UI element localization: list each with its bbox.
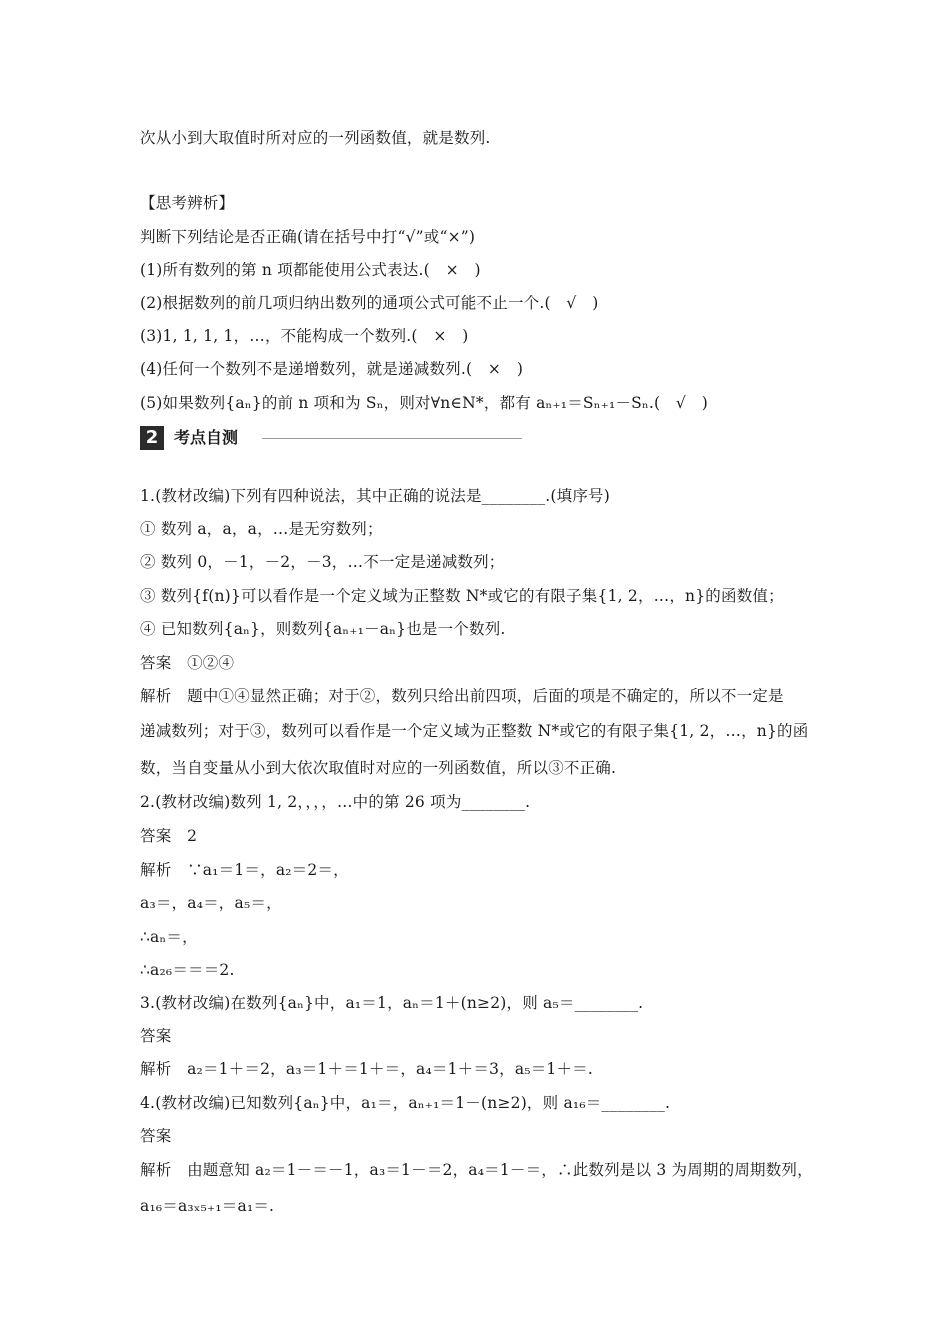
option-line: ④ 已知数列{aₙ}，则数列{aₙ₊₁－aₙ}也是一个数列. bbox=[140, 620, 506, 638]
answer-line: 答案 bbox=[140, 1127, 172, 1145]
analysis-line: 数，当自变量从小到大依次取值时对应的一列函数值，所以③不正确. bbox=[140, 759, 617, 777]
answer-line: 答案 ①②④ bbox=[140, 654, 235, 672]
question-line: 3.(教材改编)在数列{aₙ}中，a₁＝1，aₙ＝1＋(n≥2)，则 a₅＝________. bbox=[140, 994, 644, 1012]
option-line: ③ 数列{f(n)}可以看作是一个定义域为正整数 N*或它的有限子集{1, 2，…，n}的函数值； bbox=[140, 587, 784, 605]
text-line: (2)根据数列的前几项归纳出数列的通项公式可能不止一个.( √ ) bbox=[140, 294, 599, 312]
section-heading: 【思考辨析】 bbox=[140, 194, 235, 212]
section-number: 2 bbox=[140, 426, 164, 450]
answer-line: 答案 2 bbox=[140, 827, 198, 845]
analysis-line: 递减数列；对于③，数列可以看作是一个定义域为正整数 N*或它的有限子集{1, 2，…，n}的函 bbox=[140, 722, 809, 740]
analysis-line: 解析 题中①④显然正确；对于②，数列只给出前四项，后面的项是不确定的，所以不一定是 bbox=[140, 687, 784, 705]
option-line: ② 数列 0，－1，－2，－3，…不一定是递减数列； bbox=[140, 553, 505, 571]
answer-line: 答案 bbox=[140, 1027, 172, 1045]
text-line: (3)1, 1, 1, 1，…，不能构成一个数列.( × ) bbox=[140, 327, 469, 345]
question-line: 2.(教材改编)数列 1, 2，，，，…中的第 26 项为________. bbox=[140, 793, 531, 811]
text-line: (5)如果数列{aₙ}的前 n 项和为 Sₙ，则对∀n∈N*，都有 aₙ₊₁＝Sₙ₊₁－Sₙ.( √ ) bbox=[140, 394, 708, 412]
analysis-line: ∴aₙ＝， bbox=[140, 928, 198, 946]
text-line: 次从小到大取值时所对应的一列函数值，就是数列. bbox=[140, 129, 491, 147]
option-line: ① 数列 a，a，a，…是无穷数列； bbox=[140, 520, 383, 538]
text-line: (1)所有数列的第 n 项都能使用公式表达.( × ) bbox=[140, 261, 481, 279]
analysis-line: a₃＝，a₄＝，a₅＝， bbox=[140, 894, 282, 912]
section-rule bbox=[262, 438, 522, 439]
section-banner bbox=[140, 426, 522, 450]
section-title: 考点自测 bbox=[174, 428, 239, 447]
text-line: (4)任何一个数列不是递增数列，就是递减数列.( × ) bbox=[140, 360, 524, 378]
analysis-line: 解析 ∵a₁＝1＝，a₂＝2＝， bbox=[140, 861, 349, 879]
question-line: 1.(教材改编)下列有四种说法，其中正确的说法是________.(填序号) bbox=[140, 487, 611, 505]
analysis-line: 解析 由题意知 a₂＝1－＝－1，a₃＝1－＝2，a₄＝1－＝，∴此数列是以 3 为周期的周期数列， bbox=[140, 1161, 813, 1179]
analysis-line: ∴a₂₆＝＝＝2. bbox=[140, 961, 235, 979]
analysis-line: a₁₆＝a₃ₓ₅₊₁＝a₁＝. bbox=[140, 1197, 275, 1215]
text-line: 判断下列结论是否正确(请在括号中打“√”或“×”) bbox=[140, 228, 476, 246]
question-line: 4.(教材改编)已知数列{aₙ}中，a₁＝，aₙ₊₁＝1－(n≥2)，则 a₁₆＝________. bbox=[140, 1094, 671, 1112]
analysis-line: 解析 a₂＝1＋＝2，a₃＝1＋＝1＋＝，a₄＝1＋＝3，a₅＝1＋＝. bbox=[140, 1060, 593, 1078]
